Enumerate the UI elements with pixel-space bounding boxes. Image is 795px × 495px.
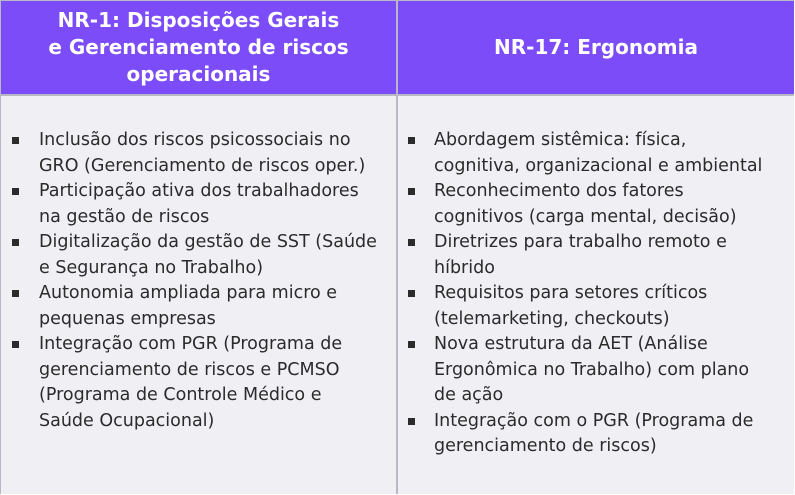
square-bullet-icon	[408, 290, 415, 297]
nr17-list-item-line: gerenciamento de riscos)	[434, 436, 657, 456]
nr1-column	[1, 96, 398, 494]
square-bullet-icon	[12, 341, 19, 348]
nr1-list-item	[1, 230, 396, 281]
nr17-list-item-line: de ação	[434, 385, 504, 405]
square-bullet-icon	[12, 290, 19, 297]
nr1-list-item-line: Integração com PGR (Programa de	[39, 334, 343, 354]
nr17-list-item-line: Diretrizes para trabalho remoto e	[434, 232, 727, 252]
nr17-list	[398, 128, 794, 460]
square-bullet-icon	[12, 239, 19, 246]
nr1-list-item-line: na gestão de riscos	[39, 206, 210, 227]
nr17-list-item-line: Abordagem sistêmica: física,	[434, 130, 687, 150]
square-bullet-icon	[408, 418, 415, 425]
nr1-list-item	[1, 179, 396, 230]
nr1-list-item-line: Autonomia ampliada para micro e	[39, 283, 338, 303]
nr17-list-item-line: Reconhecimento dos fatores	[434, 181, 684, 201]
nr17-list-item-line: Nova estrutura da AET (Análise	[434, 334, 708, 354]
nr17-list-item	[398, 230, 794, 281]
nr1-list-item	[1, 281, 396, 332]
nr1-list-item-line: e Segurança no Trabalho)	[39, 257, 264, 278]
square-bullet-icon	[12, 188, 19, 195]
header-nr17-title: NR-17: Ergonomia	[494, 35, 698, 59]
nr1-list	[1, 128, 396, 434]
header-nr17	[398, 1, 794, 96]
nr17-list-item-line: Ergonômica no Trabalho) com plano	[434, 359, 750, 380]
nr1-list-item-line: Participação ativa dos trabalhadores	[39, 181, 359, 201]
nr17-list-item	[398, 281, 794, 332]
header-nr1-line: operacionais	[126, 62, 271, 86]
nr1-list-item-line: Saúde Ocupacional)	[39, 410, 215, 431]
nr17-list-item-line: (telemarketing, checkouts)	[434, 308, 670, 329]
nr1-list-item-line: Digitalização da gestão de SST (Saúde	[39, 232, 377, 252]
nr17-list-item	[398, 332, 794, 409]
nr1-list-item-line: pequenas empresas	[39, 308, 216, 329]
nr17-list-item-line: Integração com o PGR (Programa de	[434, 410, 754, 431]
nr1-list-item-line: (Programa de Controle Médico e	[39, 385, 322, 405]
nr1-list-item-line: Inclusão dos riscos psicossociais no	[39, 130, 351, 150]
nr1-list-item	[1, 128, 396, 179]
nr1-list-item	[1, 332, 396, 434]
nr17-list-item-line: Requisitos para setores críticos	[434, 283, 708, 303]
nr17-column	[398, 96, 794, 494]
nr17-list-item	[398, 128, 794, 179]
nr17-list-item	[398, 409, 794, 460]
square-bullet-icon	[408, 188, 415, 195]
header-nr1-title	[48, 7, 348, 88]
nr1-list-item-line: gerenciamento de riscos e PCMSO	[39, 359, 340, 380]
square-bullet-icon	[408, 137, 415, 144]
header-nr1-line: NR-1: Disposições Gerais	[57, 8, 340, 32]
nr17-list-item-line: híbrido	[434, 257, 495, 278]
square-bullet-icon	[408, 239, 415, 246]
nr1-list-item-line: GRO (Gerenciamento de riscos oper.)	[39, 155, 366, 176]
nr17-list-item-line: cognitiva, organizacional e ambiental	[434, 155, 763, 176]
square-bullet-icon	[408, 341, 415, 348]
square-bullet-icon	[12, 137, 19, 144]
header-nr1	[1, 1, 398, 96]
nr17-list-item	[398, 179, 794, 230]
nr17-list-item-line: cognitivos (carga mental, decisão)	[434, 206, 737, 227]
header-nr1-line: e Gerenciamento de riscos	[48, 35, 349, 59]
